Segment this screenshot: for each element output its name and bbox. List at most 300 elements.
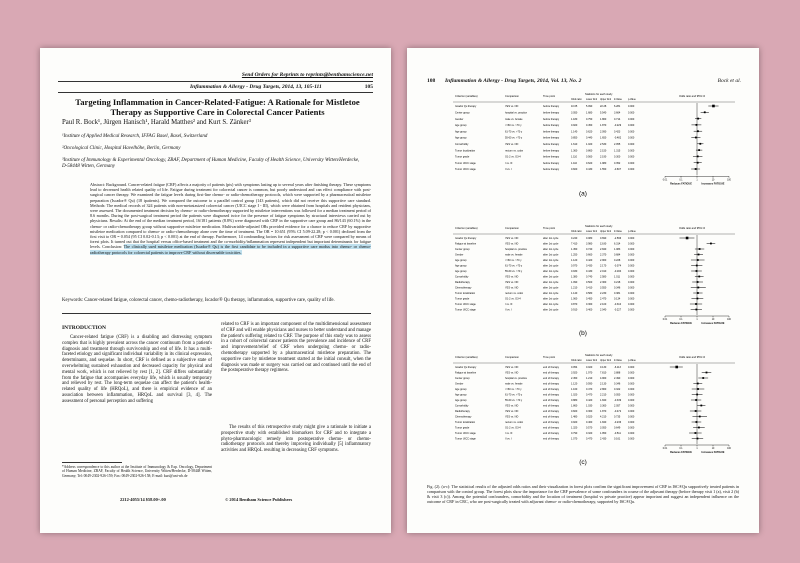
or-point <box>697 298 699 300</box>
comparison-header: Comparison <box>505 95 519 98</box>
time-header: Time point <box>543 95 556 98</box>
comparison-cell: <=60 vs. >70 y <box>505 259 522 263</box>
p-cell: 0.000 <box>628 117 635 121</box>
time-cell: before therapy <box>543 161 560 165</box>
upper-cell: 2.860 <box>600 388 607 392</box>
z-cell: 0.218 <box>614 281 621 285</box>
or-point <box>697 388 699 390</box>
lower-cell: 0.420 <box>586 259 593 263</box>
increases-label: Increases FATIGUE <box>701 182 725 186</box>
criterion-cell: Fatigue at baseline <box>455 371 477 375</box>
z-cell: -0.482 <box>614 136 622 140</box>
article-title: Targeting Inflammation in Cancer-Related-Fatigue: A Rationale for Mistletoe Therapy as Supportive Care in Colorectal Cancer Patients <box>75 97 360 117</box>
comparison-cell: male vs. female <box>505 253 523 257</box>
z-cell: 0.228 <box>614 259 621 263</box>
or-point <box>697 130 699 132</box>
or-cell: 0.910 <box>571 308 578 312</box>
criterion-header: Criterion (variables) <box>455 356 478 359</box>
lower-cell: 0.430 <box>586 168 593 172</box>
p-cell: 0.000 <box>628 399 635 403</box>
time-cell: end of therapy <box>543 399 559 403</box>
or-cell: 0.820 <box>571 410 578 414</box>
footnote-rule <box>62 462 122 463</box>
page-number: 105 <box>364 84 373 90</box>
or-point <box>704 111 706 113</box>
p-cell: 0.000 <box>628 297 635 301</box>
correspondence-footnote: *Address correspondence to this author at the Institute of Immunology & Exp. Oncology, Department of Human Medicine, ZBAF, Faculty of Health Science, University Witten/Herdecke, D-58448 Witten, Germany; Tel: 0049-2302-926-159; Fax: 0049-2302-926-158; E-mail: kurt@uni-wh.de <box>62 465 212 478</box>
z-header: Z-Value <box>614 231 622 233</box>
lower-cell: 1.970 <box>586 371 593 375</box>
criterion-cell: Comorbidity <box>455 404 469 408</box>
x-tick-label: 0.01 <box>662 448 668 450</box>
comparison-cell: hospital vs. practice <box>505 248 527 252</box>
p-cell: 0.000 <box>628 136 635 140</box>
z-cell: 3.888 <box>614 371 621 375</box>
or-cell: 1.480 <box>571 415 578 419</box>
or-point <box>712 105 715 108</box>
z-cell: 0.381 <box>614 292 621 296</box>
or-cell: 2.450 <box>571 377 578 381</box>
comparison-cell: YES vs. NO <box>505 105 519 109</box>
time-cell: end of therapy <box>543 432 559 436</box>
intro-heading: INTRODUCTION <box>62 325 107 331</box>
ci-header: Odds ratio and 95% CI <box>679 95 706 98</box>
criterion-cell: Age group <box>455 264 467 268</box>
criterion-cell: Age group <box>455 136 467 140</box>
z-header: Z-Value <box>614 99 622 101</box>
or-point <box>695 137 697 139</box>
z-cell: 2.055 <box>614 143 621 146</box>
comparison-cell: YES vs. NO <box>505 237 519 241</box>
p-cell: 0.000 <box>628 404 635 408</box>
criterion-cell: Radiotherapy <box>455 410 470 414</box>
p-cell: 0.000 <box>628 366 635 370</box>
comparison-cell: 61-70 vs. >70 y <box>505 130 523 134</box>
criterion-cell: Gender <box>455 117 464 121</box>
lower-cell: 0.860 <box>586 149 593 153</box>
or-point <box>695 399 697 401</box>
time-cell: end of therapy <box>543 377 559 381</box>
p-cell: 0.000 <box>628 303 635 307</box>
upper-cell: 1.840 <box>600 399 607 403</box>
or-cell: 1.090 <box>571 281 578 285</box>
p-cell: 0.000 <box>628 292 635 296</box>
send-orders-note: Send Orders for Reprints to reprints@benthamscience.net <box>241 72 373 78</box>
lower-cell: 1.210 <box>586 377 593 381</box>
upper-cell: 2.150 <box>600 149 607 153</box>
z-cell: 6.281 <box>614 105 621 109</box>
or-header: Odds ratio <box>571 99 582 101</box>
right-running-head: Bock et al. <box>717 78 741 84</box>
time-cell: before therapy <box>543 149 560 153</box>
time-cell: before therapy <box>543 155 560 159</box>
intro-col2b: The results of this retrospective study might give a rationale to initiate a prospective study with established biomarkers for CRF and to integrate a phyto-pharmacologic remedy into postoperative chemo- or chemo-radiotherapy protocols and thereby improving individually [5] inflammatory activities and HRQoL resulting in decreasing CRF symptoms. <box>221 425 371 454</box>
z-cell: -0.511 <box>614 432 621 436</box>
criterion-cell: Iscador Qu therapy <box>455 237 477 241</box>
criterion-cell: Tumor localization <box>455 292 476 296</box>
z-cell: 0.735 <box>614 415 621 419</box>
criterion-cell: Tumor grade <box>455 297 470 301</box>
lower-cell: 0.520 <box>586 415 593 419</box>
right-page <box>407 48 759 533</box>
z-cell: 0.649 <box>614 426 621 430</box>
comparison-cell: G1-2 vs. G3-4 <box>505 426 521 430</box>
or-point <box>698 149 700 151</box>
upper-header: Upper limit <box>600 231 611 233</box>
lower-cell: 0.450 <box>586 297 593 301</box>
criterion-cell: Chemotherapy <box>455 415 472 419</box>
p-cell: 0.000 <box>628 415 635 419</box>
or-cell: 1.140 <box>571 130 578 134</box>
or-cell: 0.850 <box>571 136 578 140</box>
upper-cell: 0.130 <box>600 366 607 370</box>
p-cell: 0.000 <box>628 242 635 246</box>
criterion-cell: Iscador Qu therapy <box>455 366 477 370</box>
upper-cell: 1.950 <box>600 432 607 436</box>
comparison-cell: rectum vs. colon <box>505 292 524 296</box>
comparison-cell: 55-60 vs. >70 y <box>505 136 523 140</box>
x-tick-label: 10 <box>711 179 715 182</box>
or-cell: 1.210 <box>571 286 578 290</box>
z-cell: 0.322 <box>614 388 621 392</box>
p-cell: 0.000 <box>628 130 635 134</box>
affiliation-2: ²Oncological Clinic, Hospital Havelhöhe, Berlin, Germany <box>62 146 181 151</box>
abstract <box>90 182 371 255</box>
upper-cell: 1.980 <box>600 161 607 165</box>
comparison-cell: II vs. I <box>505 308 512 312</box>
reduces-label: Reduces FATIGUE <box>670 182 692 186</box>
or-cell: 1.140 <box>571 292 578 296</box>
z-cell: 1.011 <box>614 275 621 279</box>
upper-cell: 2.170 <box>600 264 607 268</box>
upper-cell: 1.870 <box>600 124 607 128</box>
or-cell: 1.120 <box>571 382 578 386</box>
comparison-cell: YES vs. NO <box>505 404 519 408</box>
p-cell: 0.000 <box>628 371 635 375</box>
upper-cell: 2.470 <box>600 297 607 301</box>
or-point <box>697 292 699 294</box>
or-cell: 1.250 <box>571 253 578 257</box>
or-cell: 1.360 <box>571 149 578 153</box>
p-header: p-Value <box>628 99 636 101</box>
comparison-cell: 61-70 vs. >70 y <box>505 264 523 268</box>
time-cell: after 1st cycle <box>543 281 559 285</box>
p-cell: 0.000 <box>628 111 635 115</box>
z-cell: 0.346 <box>614 286 621 290</box>
upper-cell: 0.690 <box>600 237 607 241</box>
criterion-cell: Gender <box>455 382 464 386</box>
x-tick-label: 1 <box>696 319 698 321</box>
p-header: p-Value <box>628 360 636 362</box>
upper-cell: 3.360 <box>600 404 607 408</box>
time-cell: before therapy <box>543 117 560 121</box>
lower-cell: 0.470 <box>586 437 593 441</box>
or-cell: 1.160 <box>571 388 578 392</box>
or-point <box>699 248 701 250</box>
time-cell: end of therapy <box>543 371 559 375</box>
comparison-cell: YES vs. NO <box>505 281 519 285</box>
comparison-cell: rectum vs. colon <box>505 421 524 425</box>
criterion-cell: Tumor grade <box>455 155 470 159</box>
upper-cell: 2.090 <box>600 130 607 134</box>
or-cell: 0.920 <box>571 421 578 425</box>
upper-cell: 1.840 <box>600 421 607 425</box>
upper-cell: 2.190 <box>600 155 607 159</box>
x-tick-label: 10 <box>711 319 715 321</box>
comparison-cell: I vs. III <box>505 161 513 165</box>
reduces-label: Reduces FATIGUE <box>670 322 692 325</box>
criterion-cell: Age group <box>455 259 467 263</box>
lower-cell: 0.740 <box>586 275 593 279</box>
criterion-cell: Tumor UICC stage <box>455 432 476 436</box>
time-cell: end of therapy <box>543 366 559 370</box>
criterion-cell: Radiotherapy <box>455 281 470 285</box>
comparison-cell: YES vs. NO <box>505 286 519 290</box>
x-tick-label: 1 <box>696 448 698 450</box>
forest-plot-figure <box>407 48 759 533</box>
x-tick-label: 0.1 <box>679 179 683 182</box>
or-point <box>698 276 700 278</box>
time-cell: after 1st cycle <box>543 259 559 263</box>
p-cell: 0.000 <box>628 149 635 153</box>
p-cell: 0.000 <box>628 259 635 263</box>
criterion-cell: Tumor localization <box>455 149 476 153</box>
affiliation-3: ³Institute of Immunology & Experimental Oncology, ZBAF, Department of Human Medicine, Faculty of Health Science, University Witten/Herdecke, D-58448 Witten, Germany <box>62 158 360 169</box>
z-cell: 0.134 <box>614 297 621 301</box>
issn: 2212-4055/14 $58.00+.00 <box>120 497 166 502</box>
upper-cell: 2.100 <box>600 303 607 307</box>
p-cell: 0.000 <box>628 393 635 397</box>
comparison-cell: II vs. I <box>505 168 512 172</box>
time-cell: end of therapy <box>543 421 559 425</box>
comparison-cell: 61-70 vs. >70 y <box>505 393 523 397</box>
or-cell: 1.110 <box>571 155 578 159</box>
or-cell: 10.65 <box>571 105 578 109</box>
upper-cell: 4.210 <box>600 415 607 419</box>
time-cell: before therapy <box>543 124 560 128</box>
p-cell: 0.000 <box>628 105 635 109</box>
or-point <box>695 168 697 170</box>
lower-cell: 0.500 <box>586 281 593 285</box>
comparison-cell: <=60 vs. >70 y <box>505 124 522 128</box>
upper-cell: 1.650 <box>600 136 607 140</box>
time-cell: after 1st cycle <box>543 237 559 241</box>
time-cell: after 1st cycle <box>543 275 559 279</box>
or-point <box>695 303 697 305</box>
comparison-cell: YES vs. NO <box>505 275 519 279</box>
journal-line: Inflammation & Allergy - Drug Targets, 2014, 13, 105-111 <box>190 84 322 90</box>
or-cell: 7.410 <box>571 242 578 246</box>
z-cell: -0.339 <box>614 399 622 403</box>
lower-cell: 0.400 <box>586 308 593 312</box>
lower-cell: 0.750 <box>586 117 593 121</box>
upper-cell: 1.870 <box>600 410 607 414</box>
z-cell: -2.596 <box>614 237 622 241</box>
x-tick-label: 0.1 <box>679 319 683 321</box>
lower-cell: 0.470 <box>586 388 593 392</box>
time-cell: after 1st cycle <box>543 248 559 252</box>
lower-cell: 0.430 <box>586 270 593 274</box>
time-cell: before therapy <box>543 105 560 109</box>
criterion-cell: Tumor UICC stage <box>455 168 476 172</box>
upper-cell: 2.840 <box>600 248 607 252</box>
lower-cell: 0.420 <box>586 399 593 403</box>
panel-label: (a) <box>579 190 587 198</box>
time-cell: after 1st cycle <box>543 270 559 274</box>
p-cell: 0.000 <box>628 421 635 425</box>
criterion-cell: Tumor UICC stage <box>455 308 476 312</box>
or-cell: 1.060 <box>571 297 578 301</box>
time-cell: before therapy <box>543 168 560 172</box>
criterion-cell: Age group <box>455 270 467 274</box>
lower-cell: 0.470 <box>586 393 593 397</box>
or-cell: 0.790 <box>571 432 578 436</box>
p-cell: 0.000 <box>628 426 635 430</box>
stats-header: Statistics for each study <box>585 354 613 357</box>
lower-header: Lower limit <box>586 231 597 233</box>
criterion-cell: Center group <box>455 377 470 381</box>
x-tick-label: 0.01 <box>662 179 668 182</box>
or-cell: 1.610 <box>571 143 578 146</box>
or-cell: 1.450 <box>571 248 578 252</box>
or-cell: 1.380 <box>571 275 578 279</box>
abstract-rule <box>62 313 371 314</box>
upper-header: Upper limit <box>600 99 611 101</box>
or-cell: 1.320 <box>571 426 578 430</box>
author-list: Paul R. Bock¹, Jürgen Hanisch¹, Harald Matthes² and Kurt S. Zänker³ <box>62 119 251 126</box>
lower-cell: 0.560 <box>586 155 593 159</box>
increases-label: Increases FATIGUE <box>701 451 725 454</box>
criterion-cell: Tumor UICC stage <box>455 303 476 307</box>
p-cell: 0.000 <box>628 124 635 128</box>
criterion-cell: Age group <box>455 399 467 403</box>
or-point <box>710 243 712 245</box>
or-cell: 1.120 <box>571 259 578 263</box>
figure-caption: Fig. (2). (a-c): The statistical results of the adjusted odds ratios and their visualization in forest plots confirm the significant improvement of CRF in ISC®Qu supportively treated patients in comparison with the control group. The forest plots show the importance for the CRF prevalence of some confounders in course of the adjuvant therapy (before therapy visit 1 (a), visit 2 (b) & visit 3 (c)). Among the potential confounders, comorbidity and the location of treatment (hospital vs private practice) appear important and suggest an independent influence on the outcome of CRF in CRC, who are post-surgically treated with adjuvant chemo- or radio-chemotherapy, supported by ISC®Qu. <box>427 484 739 504</box>
z-cell: 0.352 <box>614 161 621 165</box>
criterion-cell: Tumor grade <box>455 426 470 430</box>
comparison-header: Comparison <box>505 227 519 230</box>
or-point <box>696 265 698 267</box>
p-cell: 0.000 <box>628 432 635 436</box>
panel-label: (b) <box>579 330 587 337</box>
x-tick-label: 10 <box>711 448 715 450</box>
x-tick-label: 1 <box>696 179 698 182</box>
time-cell: before therapy <box>543 143 560 146</box>
p-cell: 0.000 <box>628 377 635 381</box>
z-cell: 0.050 <box>614 393 621 397</box>
lower-cell: 0.590 <box>586 382 593 386</box>
lower-cell: 0.430 <box>586 264 593 268</box>
z-cell: 0.346 <box>614 382 621 386</box>
upper-cell: 4.960 <box>600 377 607 381</box>
or-point <box>675 366 678 369</box>
time-cell: after 1st cycle <box>543 292 559 296</box>
or-cell: 0.920 <box>571 124 578 128</box>
or-cell: 0.880 <box>571 399 578 403</box>
or-point <box>697 118 699 120</box>
criterion-cell: Gender <box>455 253 464 257</box>
upper-cell: 2.360 <box>600 281 607 285</box>
criterion-cell: Center group <box>455 248 470 252</box>
lower-cell: 0.460 <box>586 421 593 425</box>
upper-cell: 22.28 <box>600 105 607 109</box>
upper-cell: 3.550 <box>600 286 607 290</box>
time-cell: end of therapy <box>543 437 559 441</box>
comparison-cell: 55-60 vs. >70 y <box>505 270 523 274</box>
upper-cell: 2.230 <box>600 292 607 296</box>
time-cell: after 1st cycle <box>543 303 559 307</box>
time-cell: end of therapy <box>543 410 559 414</box>
header-rule-top <box>58 81 373 82</box>
upper-cell: 2.430 <box>600 437 607 441</box>
or-cell: 0.870 <box>571 303 578 307</box>
time-header: Time point <box>543 356 556 359</box>
upper-cell: 2.370 <box>600 253 607 257</box>
right-page-number: 108 <box>427 78 436 84</box>
criterion-header: Criterion (variables) <box>455 95 478 98</box>
abstract-conclusion-highlight: The clinically used mistletoe medication (Iscador® Qu) is the first candidate to be included in a supportive care modus into chemo- or chemo-radiotherapy protocols for colorectal patients to improve CRF without discernable toxicities. <box>90 244 371 255</box>
time-cell: after 1st cycle <box>543 286 559 290</box>
or-point <box>694 432 696 434</box>
or-cell: 3.050 <box>571 111 578 115</box>
increases-label: Increases FATIGUE <box>701 322 725 325</box>
intro-col1: Cancer-related fatigue (CRF) is a disabling and distressing symptom complex that is highly prevalent across the cancer continuum from a patient's diagnosis and treatment through survivorship and end of life. It has a multi-faceted etiology and significant individual variability in its clinical expression, determinants, and sequelae. In short, CRF is defined as a subjective state of overwhelming sustained exhaustion and decreased capacity for physical and mental work, which is not relieved by rest [1, 2]. CRF differs substantially from the fatigue that accompanies everyday life, which is usually temporary and relieved by rest. The long-term sequelae can affect the patient's health-related quality of life (HRQoL), and there is empirical evidence of an association between inflammation, HRQoL and survival [3, 4]. The assessment of personal perception and suffering <box>62 335 212 404</box>
time-cell: end of therapy <box>543 404 559 408</box>
right-journal-line: Inflammation & Allergy - Drug Targets, 2014, Vol. 13, No. 2 <box>445 78 582 84</box>
upper-cell: 2.960 <box>600 259 607 263</box>
comparison-cell: YES vs. NO <box>505 143 519 146</box>
time-cell: after 1st cycle <box>543 253 559 257</box>
upper-cell: 2.130 <box>600 382 607 386</box>
criterion-cell: Age group <box>455 388 467 392</box>
lower-cell: 0.080 <box>586 237 593 241</box>
comparison-header: Comparison <box>505 356 519 359</box>
abstract-text: Abstract: Background. Cancer-related fatigue (CRF) affects a majority of patients (pts) with symptoms lasting up to several years after finishing therapy. These symptoms lead to decreased health related quality of life. Fatigue during treatment for colorectal cancer is common, but poorly understood and can effect compliance with post-surgical cancer therapy. We examined the fatigue levels during first-line chemo- or radio-chemotherapy protocols, which were supported by a pharmaceutical mistletoe preparation (Iscador® Qu) (18 ipatients). We compared the outcome to a parallel control group (143 patients), which did not receive this supportive care standard. Methods: The medical records of 324 patients with non-metastasized colorectal cancer (UICC stage I - III), which were obtained from hospitals and resident physicians, were assessed. The documented treatment decision by chemo- or radio-chemotherapy supported by mistletoe interventions was followed for a median treatment period of 8.6 months. During the post-surgical treatment period the patients were diagnosed twice for the presence of fatigue symptoms by structural interviews carried out by physicians. Results: At the end of the median treatment period, 16/181 patients (8.8%) were diagnosed with CRF in the supportive care group and 86/143 (60.1%) in the chemo- or radio-chemotherapy group without supportive mistletoe medication. Multivariable-adjusted ORs provided evidence for a chance to reduce CRF by supportive mistletoe medication compared to chemo- or radio-chemotherapy alone over the time of treatment. The OR = 10.651 (95% CI 5.09-22.28; p < 0.001) declined from the first visit to OR = 0.054 (95 CI 0.02-0.13; p < 0.001) at the end of therapy. Furthermore, 14 confounding factors for risk assessment of CRF were compared by means of forest plots. It turned out that the hospital versus office-based treatment and the co-morbidity/inflammation represent independent but important determinants for fatigue levels. Conclusion: <box>90 182 371 250</box>
comparison-cell: YES vs. NO <box>505 371 519 375</box>
comparison-cell: hospital vs. practice <box>505 377 527 381</box>
time-cell: end of therapy <box>543 388 559 392</box>
or-point <box>706 372 708 374</box>
comparison-cell: G1-2 vs. G3-4 <box>505 155 521 159</box>
z-header: Z-Value <box>614 360 622 362</box>
lower-cell: 1.030 <box>586 404 593 408</box>
or-cell: 0.820 <box>571 168 578 172</box>
comparison-cell: YES vs. NO <box>505 242 519 246</box>
p-cell: 0.000 <box>628 270 635 274</box>
reduces-label: Reduces FATIGUE <box>670 451 692 454</box>
or-point <box>686 237 689 240</box>
z-cell: 0.423 <box>614 130 621 134</box>
comparison-cell: I vs. III <box>505 303 513 307</box>
p-cell: 0.000 <box>628 388 635 392</box>
z-cell: 1.083 <box>614 248 621 252</box>
z-cell: -0.472 <box>614 410 622 414</box>
comparison-cell: YES vs. NO <box>505 410 519 414</box>
upper-cell: 1.860 <box>600 117 607 121</box>
criterion-cell: Fatigue at baseline <box>455 242 477 246</box>
or-point <box>699 416 701 418</box>
ci-header: Odds ratio and 95% CI <box>679 227 706 230</box>
stats-header: Statistics for each study <box>585 225 613 228</box>
lower-cell: 0.580 <box>586 292 593 296</box>
or-point <box>698 427 700 429</box>
stats-header: Statistics for each study <box>585 93 613 96</box>
or-cell: 1.070 <box>571 437 578 441</box>
upper-cell: 2.530 <box>600 143 607 146</box>
z-cell: -0.074 <box>614 264 622 268</box>
upper-cell: 1.550 <box>600 168 607 172</box>
